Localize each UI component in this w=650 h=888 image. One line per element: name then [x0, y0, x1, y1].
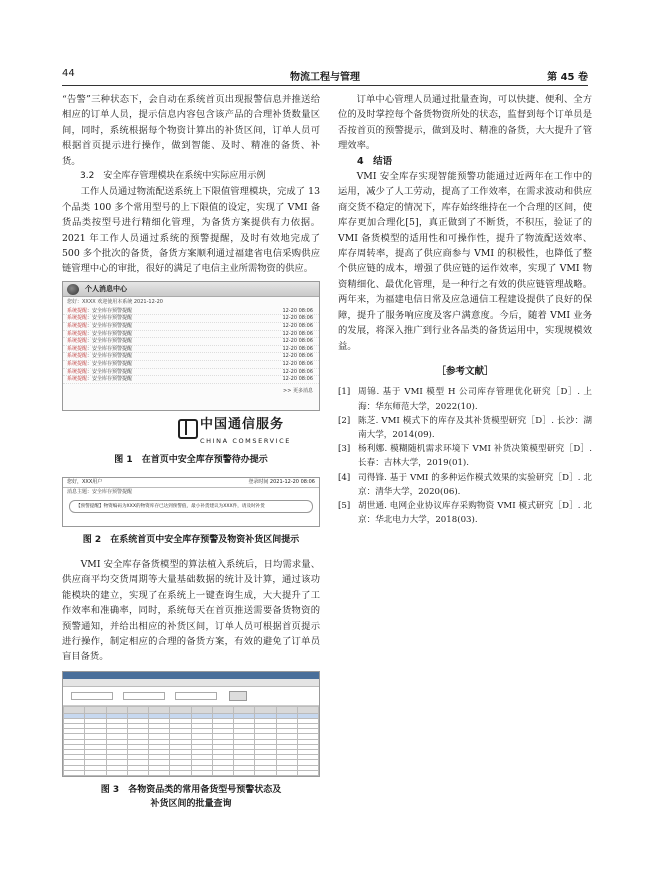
figure-1-caption: 图 1 在首页中安全库存预警待办提示: [114, 454, 268, 465]
table-cell: [106, 775, 127, 776]
message-time: 12-20 08:06: [282, 361, 313, 368]
table-cell: [255, 775, 276, 776]
reference-item: [338, 414, 592, 442]
table-cell: [255, 706, 276, 713]
fig3-filter-input[interactable]: [175, 692, 217, 700]
reference-item: [338, 499, 592, 527]
table-cell: [170, 706, 191, 713]
reference-text: 胡世通. 电网企业协议库存采购物资 VMI 模式研究［D］. 北京：华北电力大学，2018(03).: [358, 500, 592, 526]
paragraph-conclusion: VMI 安全库存实现智能预警功能通过近两年在工作中的运用，减少了人工劳动，提高了工作效率，在需求波动和供应商交货不稳定的情况下，库存始终维持在一个合理的区间，使库存更加合理化[5]，真正做到了不断货，不积压，验证了的 VMI 备货模型的适用性和可操作性，提升了物流配送效率、库存周转率，提高了供应商参与 VMI 的积极性，也降低了整个供应链的成本，增强了供应链的运作效率，实现了 VMI 物资精细化、最优化管理，是一种行之有效的供应链管理战略。两年来，为福建电信日常及应急通信工程建设提供了良好的保障，提升了服务响应度及客户满意度。今后，随着 VMI 业务的发展，将深入推广到行业各品类的备货运用中，实现规模效益。: [338, 171, 592, 352]
reference-number: [4]: [338, 472, 351, 483]
message-time: 12-20 08:06: [282, 345, 313, 352]
figure-3-caption-line1: 图 3 各物资品类的常用备货型号预警状态及: [100, 784, 282, 795]
reference-item: [338, 442, 592, 470]
message-row[interactable]: [63, 315, 319, 323]
message-text: ：安全库存预警提醒: [87, 368, 133, 375]
table-cell: [106, 706, 127, 713]
table-cell: [191, 775, 212, 776]
table-cell: [297, 775, 318, 776]
message-row[interactable]: [63, 376, 319, 384]
message-row[interactable]: [63, 323, 319, 331]
table-cell: [212, 706, 233, 713]
message-text: ：安全库存预警提醒: [87, 330, 133, 337]
fig2-alert-message: 【预警提醒】物资编码为XXX的物资库存已达到预警值，最小补货建议为XXX件，请及时补货: [69, 500, 313, 513]
message-label: 系统提醒: [67, 307, 88, 314]
table-cell: [170, 775, 191, 776]
page-number: 44: [62, 68, 75, 79]
message-center-title: 个人消息中心: [63, 282, 319, 297]
table-cell: [64, 775, 85, 776]
table-cell: [85, 706, 106, 713]
message-time: 12-20 08:06: [282, 353, 313, 360]
table-cell: [212, 775, 233, 776]
paragraph-after-fig2: VMI 安全库存备货模型的算法植入系统后，日均需求量、供应商平均交货周期等大量基础数据的统计及计算，通过该功能模块的建立，实现了在系统上一键查询生成，大大提升了工作效率和准确率，同时，系统每天在首页推送需要备货物资的预警通知，并给出相应的补货区间，订单人员可根据首页提示进行操作，制定相应的合理的备货方案，有效的避免了订单员盲目备货。: [62, 558, 320, 663]
fig3-filter-input[interactable]: [123, 692, 165, 700]
message-label: 系统提醒: [67, 323, 88, 330]
message-time: 12-20 08:06: [282, 330, 313, 337]
reference-item: [338, 385, 592, 413]
message-time: 12-20 08:06: [282, 368, 313, 375]
message-label: 系统提醒: [67, 368, 88, 375]
fig3-query-button[interactable]: [229, 691, 247, 701]
subsection-heading-3-2: 3.2 安全库存管理模块在系统中实际应用示例: [80, 171, 266, 182]
fig3-header-row: [64, 706, 319, 713]
paragraph-right-top: 订单中心管理人员通过批量查询，可以快捷、便利、全方位的及时掌控每个备货物资所处的状态，监督到每个订单员是否按首页的预警提示，做到及时、精准的备货，大大提升了管理效率。: [338, 94, 592, 152]
table-cell: [297, 706, 318, 713]
message-row[interactable]: [63, 361, 319, 369]
section-heading-4: 4 结语: [357, 155, 393, 167]
reference-list: [338, 385, 592, 527]
message-text: ：安全库存预警提醒: [87, 307, 133, 314]
table-cell: [234, 775, 255, 776]
fig2-user-greeting: 您好，XXX用户: [67, 478, 103, 485]
table-cell: [149, 706, 170, 713]
fig3-filter-input[interactable]: [71, 692, 113, 700]
message-label: 系统提醒: [67, 376, 88, 383]
table-row[interactable]: [64, 775, 319, 776]
reference-text: 司得锋. 基于 VMI 的多种运作模式效果的实验研究［D］. 北京：清华大学，2020(06).: [358, 472, 592, 497]
paragraph-3-2: 工作人员通过物流配送系统上下限值管理模块，完成了 13 个品类 100 多个常用型号的上下限值的设定，实现了 VMI 备货品类按型号进行精细化管理，为备货方案提供有力依据。2021 年工作人员通过系统的预警提醒，及时有效地完成了 500 多个批次的备货，备货方案顺利通过福建省电信采购供应链管理中心的审批，很好的满足了电信主业所需物资的供应。: [62, 186, 320, 275]
more-messages-link[interactable]: >> 更多消息: [283, 387, 313, 394]
figure-3-caption-line2: 补货区间的批量查询: [150, 798, 232, 809]
fig2-topbar: [63, 478, 319, 488]
journal-name: 物流工程与管理: [290, 72, 360, 83]
table-cell: [64, 706, 85, 713]
message-label: 系统提醒: [67, 338, 88, 345]
message-label: 系统提醒: [67, 345, 88, 352]
message-label: 系统提醒: [67, 315, 88, 322]
paragraph-continued: “告警”三种状态下，会自动在系统首页出现报警信息并推送给相应的订单人员，提示信息内容包含该产品的合理补货数量区间，同时，系统根据每个物资计算出的补货区间，订单人员可根据首页提示进行操作，做到智能、及时、精准的备货、补货。: [62, 94, 320, 167]
message-row[interactable]: [63, 338, 319, 346]
reference-number: [5]: [338, 500, 351, 511]
china-comservice-logo-icon: [178, 419, 198, 439]
message-text: ：安全库存预警提醒: [87, 353, 133, 360]
table-cell: [276, 706, 297, 713]
message-time: 12-20 08:06: [282, 307, 313, 314]
message-time: 12-20 08:06: [282, 338, 313, 345]
reference-number: [2]: [338, 415, 351, 426]
header-rule: [62, 85, 588, 86]
figure-2-caption: 图 2 在系统首页中安全库存预警及物资补货区间提示: [82, 534, 300, 545]
figure-3-screenshot: [62, 671, 320, 777]
message-text: ：安全库存预警提醒: [87, 345, 133, 352]
table-cell: [127, 775, 148, 776]
fig2-login-time: 登录时间 2021-12-20 08:06: [248, 478, 315, 485]
fig3-result-table: [63, 706, 319, 777]
table-cell: [276, 775, 297, 776]
user-info: 您好：XXXX 欢迎使用本系统 2021-12-20: [67, 298, 163, 305]
reference-text: 杨利娜. 模糊随机需求环境下 VMI 补货决策模型研究［D］. 长春：吉林大学，2019(01).: [358, 444, 592, 469]
figure-1-screenshot: [62, 281, 320, 411]
reference-number: [3]: [338, 444, 351, 455]
message-time: 12-20 08:06: [282, 323, 313, 330]
running-header: [62, 68, 588, 84]
company-logo: [62, 413, 320, 447]
right-column: [338, 92, 592, 527]
fig3-titlebar: [63, 672, 319, 679]
message-text: ：安全库存预警提醒: [87, 323, 133, 330]
figure-2-screenshot: [62, 477, 320, 527]
message-label: 系统提醒: [67, 361, 88, 368]
fig3-toolbar: [63, 679, 319, 687]
message-text: ：安全库存预警提醒: [87, 361, 133, 368]
table-cell: [234, 706, 255, 713]
message-label: 系统提醒: [67, 353, 88, 360]
fig3-filter-bar: [63, 687, 319, 706]
logo-text-en: CHINA COMSERVICE: [200, 436, 291, 445]
message-label: 系统提醒: [67, 330, 88, 337]
reference-text: 陈芝. VMI 模式下的库存及其补货模型研究［D］. 长沙：湖南大学，2014(09).: [358, 415, 592, 440]
message-time: 12-20 08:06: [282, 315, 313, 322]
message-time: 12-20 08:06: [282, 376, 313, 383]
references-heading: ［参考文献］: [436, 365, 494, 377]
reference-number: [1]: [338, 387, 351, 398]
reference-text: 周锦. 基于 VMI 模型 H 公司库存管理优化研究［D］. 上海：华东师范大学，2022(10).: [358, 387, 592, 412]
message-row[interactable]: [63, 353, 319, 361]
message-text: ：安全库存预警提醒: [87, 315, 133, 322]
table-cell: [149, 775, 170, 776]
table-cell: [191, 706, 212, 713]
message-text: ：安全库存预警提醒: [87, 338, 133, 345]
table-cell: [127, 706, 148, 713]
message-text: ：安全库存预警提醒: [87, 376, 133, 383]
avatar-icon: [67, 284, 79, 295]
reference-item: [338, 471, 592, 499]
table-cell: [85, 775, 106, 776]
logo-text-cn: 中国通信服务: [200, 416, 285, 432]
figure-3-caption: [62, 783, 320, 811]
fig2-message-subject: 消息主题：安全库存预警提醒: [67, 488, 133, 495]
left-column: [62, 92, 320, 821]
message-list: [63, 308, 319, 384]
volume-label: 第 45 卷: [547, 72, 588, 83]
